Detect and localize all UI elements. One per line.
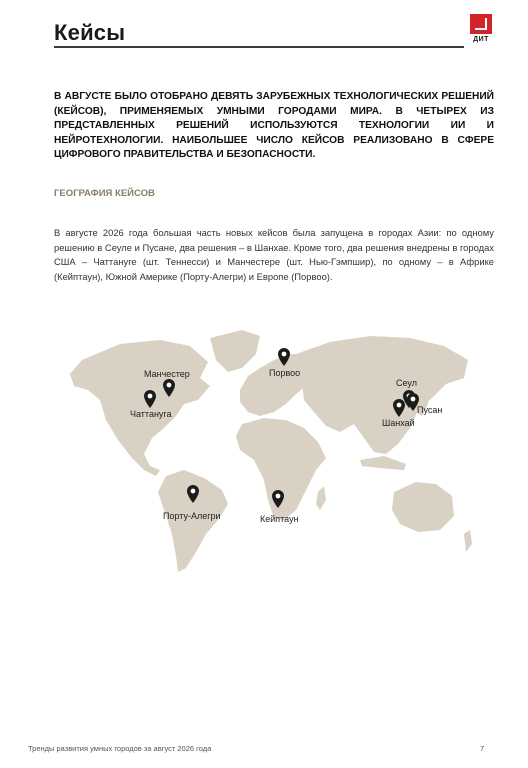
logo-mark-icon bbox=[470, 14, 492, 34]
lead-paragraph: В АВГУСТЕ БЫЛО ОТОБРАНО ДЕВЯТЬ ЗАРУБЕЖНЫХ ТЕХНОЛОГИЧЕСКИХ РЕШЕНИЙ (КЕЙСОВ), ПРИМЕНЯЕМЫХ УМНЫМИ ГОРОДАМИ МИРА. В ЧЕТЫРЕХ ИЗ ПРЕДСТАВЛЕННЫХ РЕШЕНИЙ ИСПОЛЬЗУЮТСЯ ТЕХНОЛОГИИ ИИ И НЕЙРОТЕХНОЛОГИИ. НАИБОЛЬШЕЕ ЧИСЛО КЕЙСОВ РЕАЛИЗОВАНО В СФЕРЕ ЦИФРОВОГО ПРАВИТЕЛЬСТВА И БЕЗОПАСНОСТИ. bbox=[54, 91, 494, 160]
page-number: 7 bbox=[480, 744, 485, 753]
north-america-shape bbox=[70, 340, 210, 476]
marker-label: Порту-Алегри bbox=[163, 511, 221, 521]
marker-label: Шанхай bbox=[382, 418, 415, 428]
indonesia-shape bbox=[360, 456, 406, 470]
title-divider bbox=[54, 46, 464, 48]
greenland-shape bbox=[210, 330, 260, 372]
marker-label: Кейптаун bbox=[260, 514, 299, 524]
footer-text: Тренды развития умных городов за август 2026 года bbox=[28, 744, 212, 753]
dit-logo bbox=[464, 14, 498, 48]
madagascar-shape bbox=[316, 486, 326, 510]
section-title: ГЕОГРАФИЯ КЕЙСОВ bbox=[54, 188, 155, 199]
new-zealand-shape bbox=[464, 530, 472, 552]
page-title: Кейсы bbox=[54, 20, 126, 45]
marker-label: Сеул bbox=[396, 378, 417, 388]
asia-shape bbox=[296, 336, 468, 454]
marker-label: Манчестер bbox=[144, 369, 190, 379]
australia-shape bbox=[392, 482, 454, 532]
body-paragraph: В августе 2026 года большая часть новых кейсов была запущена в городах Азии: по одному решению в Сеуле и Пусане, два решения – в Шанхае. Кроме того, два решения внедрены в городах США – Чаттануге (шт. Теннесси) и Манчестере (шт. Нью-Гэмпшир), по одному – в Африке (Кейптаун), Южной Америке (Порту-Алегри) и Европе (Порвоо). bbox=[54, 227, 494, 282]
world-map bbox=[60, 320, 480, 580]
africa-shape bbox=[236, 418, 326, 520]
logo-text: ДИТ bbox=[473, 36, 489, 43]
marker-label: Порвоо bbox=[269, 368, 301, 378]
marker-label: Пусан bbox=[417, 405, 443, 415]
marker-label: Чаттануга bbox=[130, 409, 172, 419]
